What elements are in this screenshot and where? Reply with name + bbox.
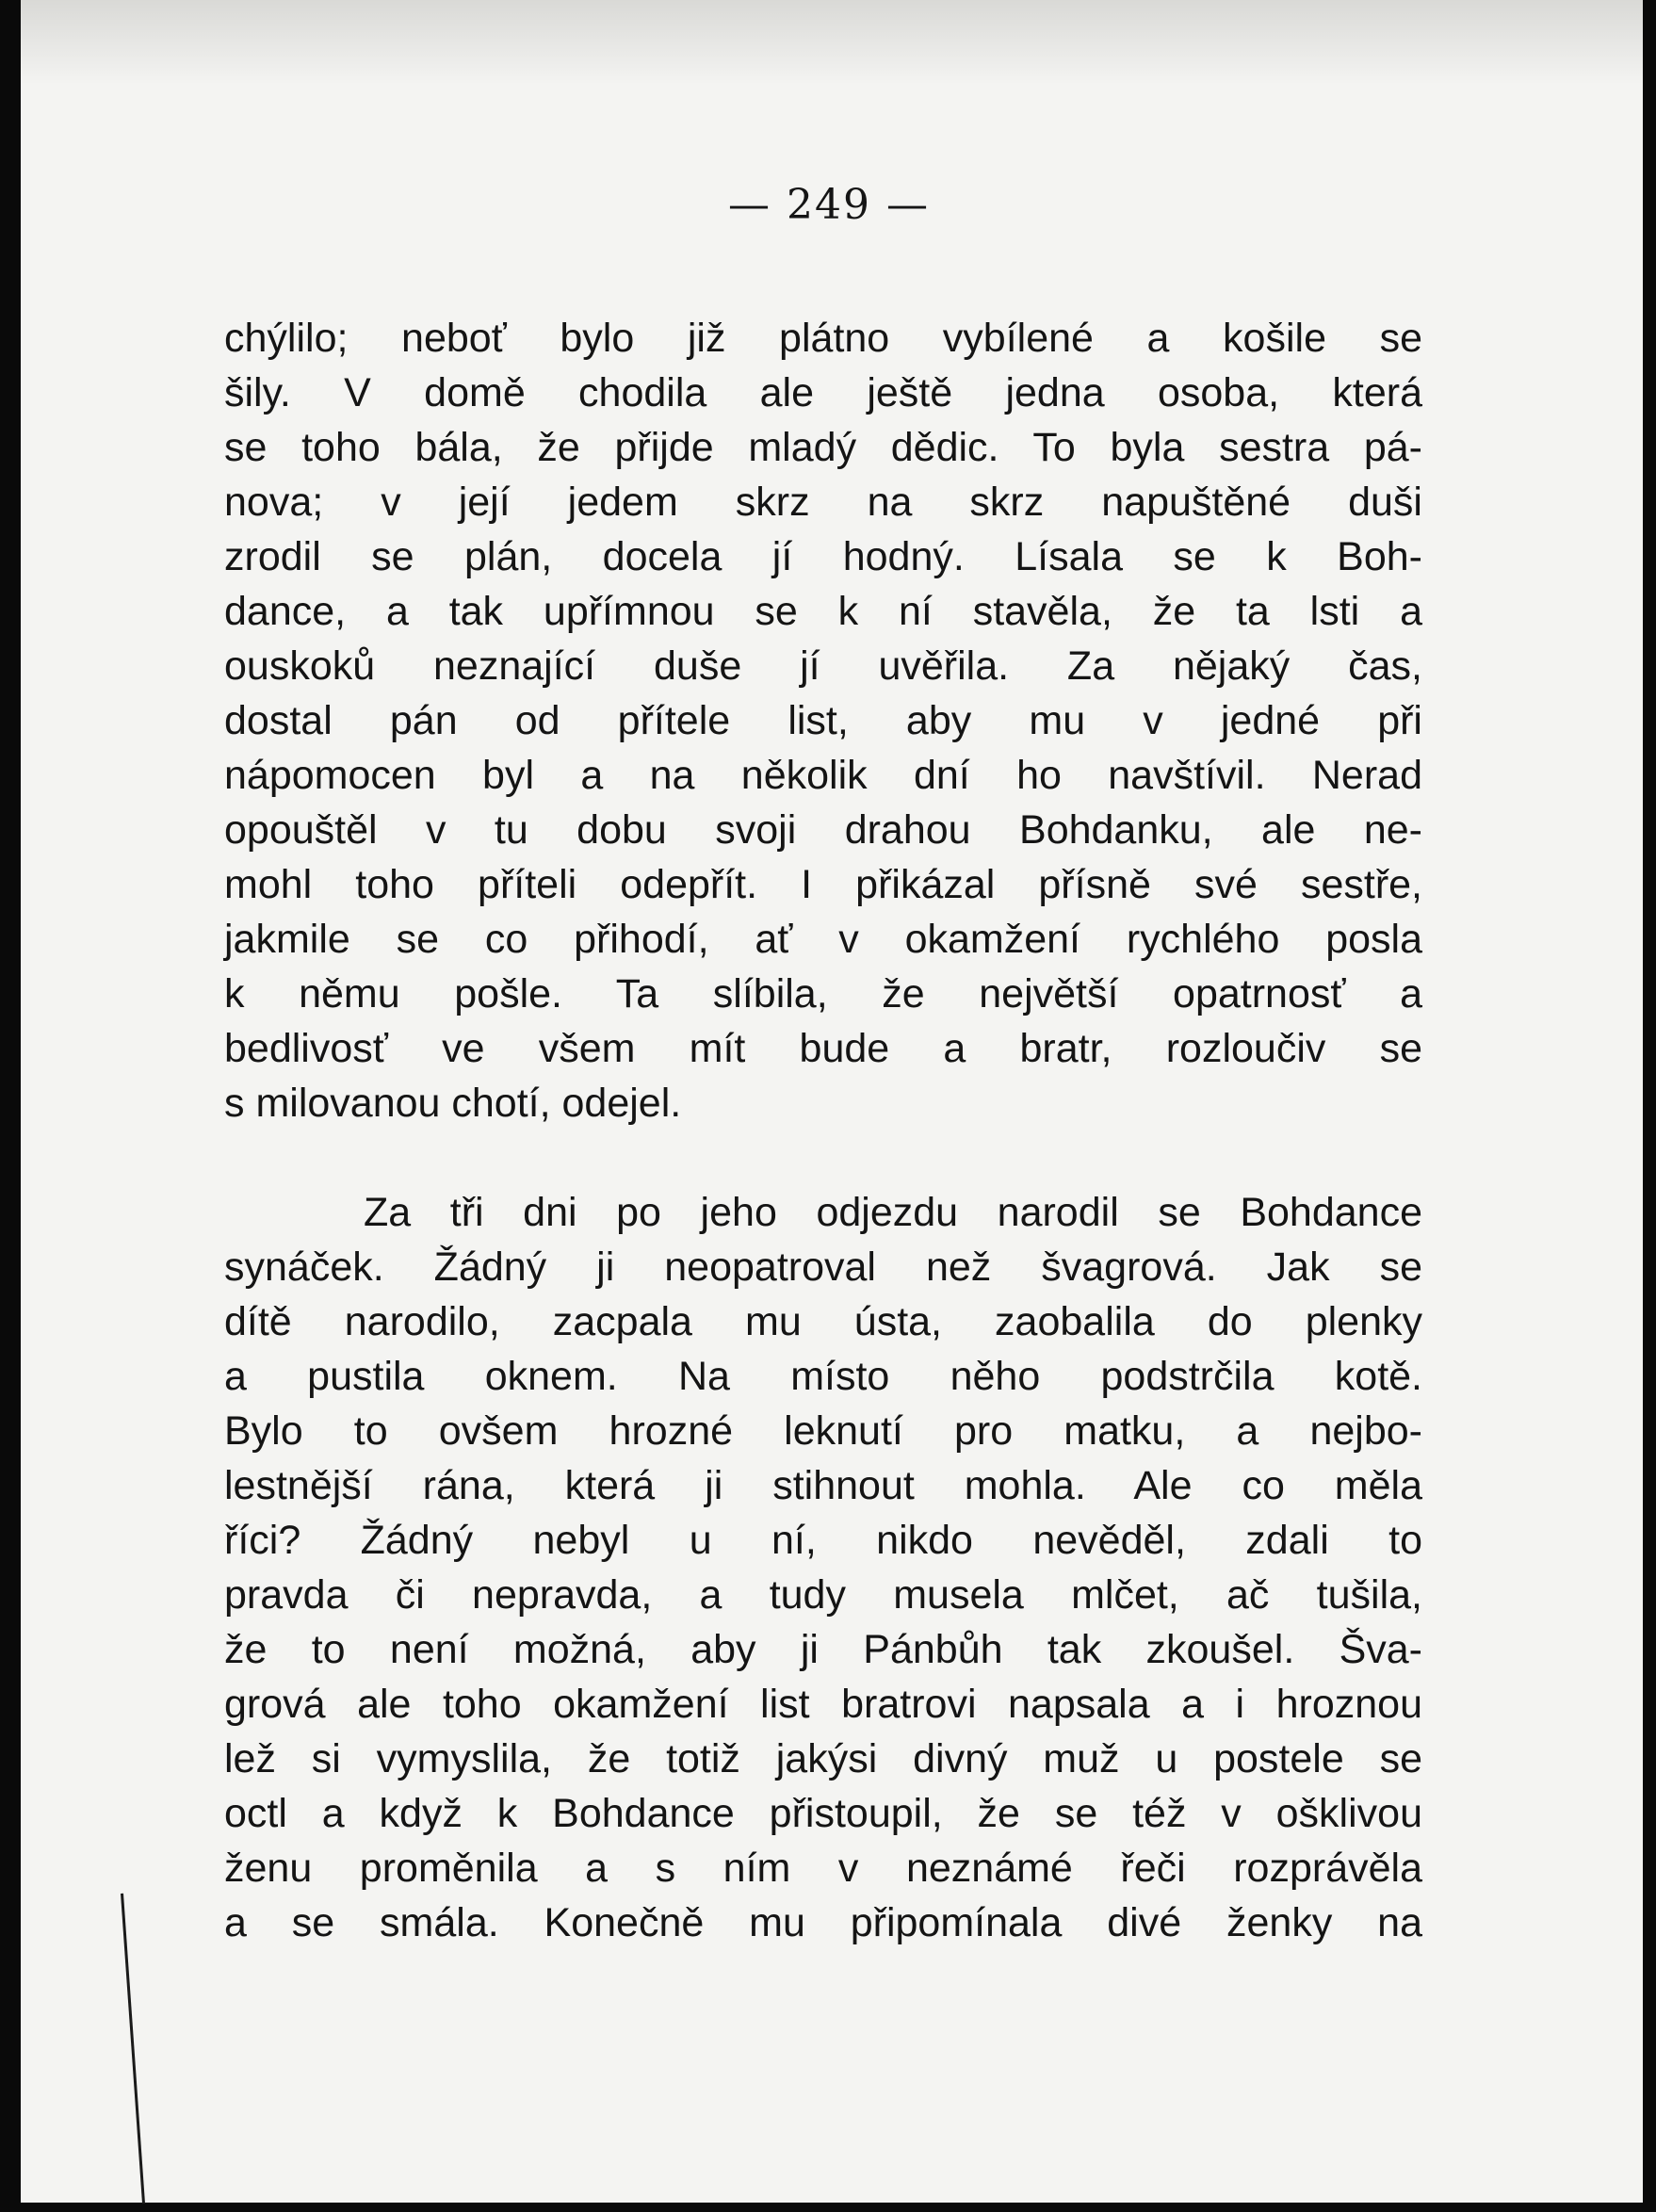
text-line: říci? Žádný nebyl u ní, nikdo nevěděl, zdali to [224, 1518, 1422, 1563]
scan-shading [21, 0, 1643, 85]
paragraph-2 [224, 1185, 1422, 1950]
text-line: a se smála. Konečně mu připomínala divé ženky na [224, 1900, 1422, 1945]
text-line: octl a když k Bohdance přistoupil, že se též v ošklivou [224, 1791, 1422, 1836]
text-line: nova; v její jedem skrz na skrz napuštěné duši [224, 480, 1422, 525]
text-line: dítě narodilo, zacpala mu ústa, zaobalila do plenky [224, 1299, 1422, 1344]
text-line: ženu proměnila a s ním v neznámé řeči rozprávěla [224, 1846, 1422, 1891]
page-number: — 249 — [728, 181, 930, 229]
text-line: jakmile se co přihodí, ať v okamžení rychlého posla [224, 917, 1422, 962]
text-line: se toho bála, že přijde mladý dědic. To byla sestra pá- [224, 425, 1422, 470]
text-line: ouskoků neznající duše jí uvěřila. Za nějaký čas, [224, 643, 1422, 689]
scan-border-right [1643, 0, 1656, 2212]
text-line: dostal pán od přítele list, aby mu v jedné při [224, 698, 1422, 743]
text-line: a pustila oknem. Na místo něho podstrčila kotě. [224, 1354, 1422, 1399]
text-line: lestnější rána, která ji stihnout mohla. Ale co měla [224, 1463, 1422, 1508]
text-line: šily. V domě chodila ale ještě jedna osoba, která [224, 370, 1422, 415]
text-line: nápomocen byl a na několik dní ho navštívil. Nerad [224, 753, 1422, 798]
text-line: pravda či nepravda, a tudy musela mlčet, ač tušila, [224, 1572, 1422, 1618]
text-line: Za tři dni po jeho odjezdu narodil se Bohdance [364, 1190, 1422, 1235]
text-line: opouštěl v tu dobu svoji drahou Bohdanku, ale ne- [224, 807, 1422, 853]
text-line: k němu pošle. Ta slíbila, že největší opatrnosť a [224, 971, 1422, 1017]
text-line: synáček. Žádný ji neopatroval než švagrová. Jak se [224, 1244, 1422, 1290]
text-line: zrodil se plán, docela jí hodný. Lísala se k Boh- [224, 534, 1422, 579]
paragraph-1 [224, 311, 1422, 1130]
text-line: mohl toho příteli odepřít. I přikázal přísně své sestře, [224, 862, 1422, 907]
text-line: grová ale toho okamžení list bratrovi napsala a i hroznou [224, 1682, 1422, 1727]
page-crease-mark [121, 1894, 145, 2204]
scan-border-bottom [0, 2203, 1656, 2212]
text-line: že to není možná, aby ji Pánbůh tak zkoušel. Šva- [224, 1627, 1422, 1672]
body-text [224, 311, 1422, 1950]
text-line: chýlilo; neboť bylo již plátno vybílené a košile se [224, 316, 1422, 361]
text-line: s milovanou chotí, odejel. [224, 1081, 682, 1126]
text-line: Bylo to ovšem hrozné leknutí pro matku, a nejbo- [224, 1408, 1422, 1454]
text-line: dance, a tak upřímnou se k ní stavěla, že ta lsti a [224, 589, 1422, 634]
text-line: bedlivosť ve všem mít bude a bratr, rozloučiv se [224, 1026, 1422, 1071]
scan-border-left [0, 0, 21, 2212]
text-line: lež si vymyslila, že totiž jakýsi divný muž u postele se [224, 1736, 1422, 1781]
